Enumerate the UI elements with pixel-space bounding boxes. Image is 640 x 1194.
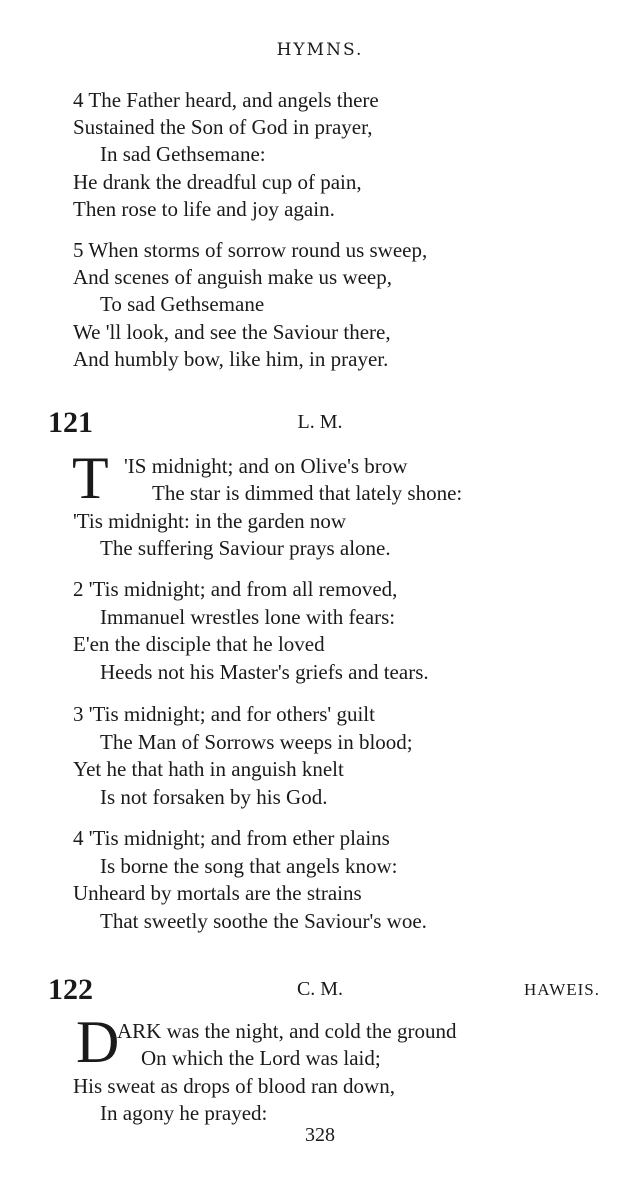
verse-line: 'IS midnight; and on Olive's brow bbox=[124, 454, 408, 478]
verse-line: The Man of Sorrows weeps in blood; bbox=[100, 730, 413, 754]
verse-line: 4 'Tis midnight; and from ether plains bbox=[73, 826, 390, 850]
verse-line: That sweetly soothe the Saviour's woe. bbox=[100, 909, 427, 933]
verse-line: 2 'Tis midnight; and from all removed, bbox=[73, 577, 398, 601]
verse-line: 4 The Father heard, and angels there bbox=[73, 88, 379, 112]
hymn-author: HAWEIS. bbox=[524, 980, 600, 999]
hymn-meter: L. M. bbox=[297, 411, 343, 433]
hymn-number: 121 bbox=[48, 406, 93, 439]
verse-line: The star is dimmed that lately shone: bbox=[152, 481, 463, 505]
running-header: HYMNS. bbox=[276, 40, 364, 60]
verse-line: On which the Lord was laid; bbox=[141, 1046, 381, 1070]
verse-line: Unheard by mortals are the strains bbox=[73, 881, 362, 905]
verse-line: And humbly bow, like him, in prayer. bbox=[73, 347, 389, 371]
verse-line: Then rose to life and joy again. bbox=[73, 197, 335, 221]
verse-line: Sustained the Son of God in prayer, bbox=[73, 115, 373, 139]
page-number: 328 bbox=[305, 1124, 335, 1146]
verse-line: Heeds not his Master's griefs and tears. bbox=[100, 660, 429, 684]
verse-line: The suffering Saviour prays alone. bbox=[100, 536, 391, 560]
verse-line: Yet he that hath in anguish knelt bbox=[73, 757, 344, 781]
verse-line: To sad Gethsemane bbox=[100, 292, 265, 316]
verse-line: 'Tis midnight: in the garden now bbox=[73, 509, 347, 533]
hymn-meter: C. M. bbox=[296, 978, 344, 1000]
verse-line: Is not forsaken by his God. bbox=[100, 785, 328, 809]
drop-cap: T bbox=[72, 445, 109, 511]
verse-line: ARK was the night, and cold the ground bbox=[117, 1019, 457, 1043]
verse-line: In agony he prayed: bbox=[100, 1101, 268, 1125]
verse-line: Immanuel wrestles lone with fears: bbox=[100, 605, 396, 629]
verse-line: His sweat as drops of blood ran down, bbox=[73, 1074, 395, 1098]
verse-line: Is borne the song that angels know: bbox=[100, 854, 398, 878]
verse-line: 3 'Tis midnight; and for others' guilt bbox=[73, 702, 375, 726]
hymn-number: 122 bbox=[48, 973, 93, 1006]
verse-line: We 'll look, and see the Saviour there, bbox=[73, 320, 391, 344]
verse-line: He drank the dreadful cup of pain, bbox=[73, 170, 362, 194]
drop-cap: D bbox=[76, 1009, 120, 1075]
verse-line: E'en the disciple that he loved bbox=[73, 632, 325, 656]
verse-line: In sad Gethsemane: bbox=[100, 142, 266, 166]
verse-line: And scenes of anguish make us weep, bbox=[73, 265, 392, 289]
verse-line: 5 When storms of sorrow round us sweep, bbox=[73, 238, 428, 262]
